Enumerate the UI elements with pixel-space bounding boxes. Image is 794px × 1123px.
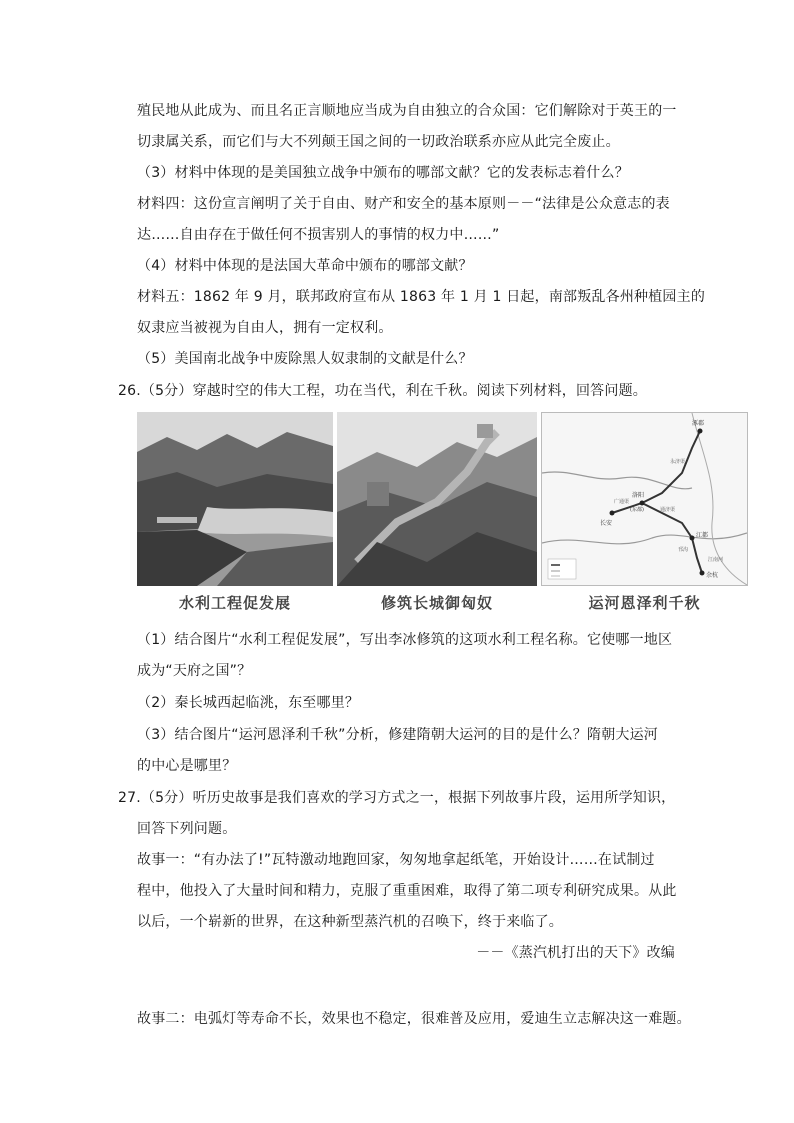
question-4: （4）材料中体现的是法国大革命中颁布的哪部文献？ xyxy=(137,258,473,274)
question-27: 27.（5分）听历史故事是我们喜欢的学习方式之一，根据下列故事片段，运用所学知识， xyxy=(118,790,676,806)
material-5: 材料五：1862 年 9 月，联邦政府宣布从 1863 年 1 月 1 日起，南部叛乱各州种植园主的 xyxy=(137,289,706,305)
text-line: 以后，一个崭新的世界，在这种新型蒸汽机的召唤下，终于来临了。 xyxy=(137,914,563,930)
question-26-3: （3）结合图片“运河恩泽利千秋”分析，修建隋朝大运河的目的是什么？隋朝大运河 xyxy=(137,727,659,743)
map-label: 永济渠 xyxy=(670,459,686,465)
text-line: 的中心是哪里？ xyxy=(137,758,237,774)
source-citation: －－《蒸汽机打出的天下》改编 xyxy=(476,945,675,961)
question-26: 26.（5分）穿越时空的伟大工程，功在当代，利在千秋。阅读下列材料，回答问题。 xyxy=(118,383,647,399)
map-label: 邗沟 xyxy=(678,547,689,553)
material-4: 材料四：这份宣言阐明了关于自由、财产和安全的基本原则－－“法律是公众意志的表 xyxy=(137,196,670,212)
story-1: 故事一：“有办法了!”瓦特激动地跑回家，匆匆地拿起纸笔，开始设计……在试制过 xyxy=(137,852,655,868)
text-line: 达……自由存在于做任何不损害别人的事情的权力中……” xyxy=(137,227,500,243)
story-2: 故事二：电弧灯等寿命不长，效果也不稳定，很难普及应用，爱迪生立志解决这一难题。 xyxy=(137,1011,691,1027)
caption-water-project: 水利工程促发展 xyxy=(178,594,291,612)
map-label: 江南河 xyxy=(708,557,724,563)
map-label: 长安 xyxy=(600,520,613,527)
caption-grand-canal: 运河恩泽利千秋 xyxy=(588,594,701,612)
great-wall-photo xyxy=(337,412,537,586)
caption-great-wall: 修筑长城御匈奴 xyxy=(380,594,493,612)
map-label: 洛阳 xyxy=(632,492,645,499)
dujiangyan-photo xyxy=(137,412,333,586)
map-label: 广通渠 xyxy=(614,499,630,505)
text-line: 回答下列问题。 xyxy=(137,821,237,837)
text-line: 殖民地从此成为、而且名正言顺地应当成为自由独立的合众国：它们解除对于英王的一 xyxy=(137,103,677,119)
map-label: 余杭 xyxy=(706,572,719,579)
text-line: 成为“天府之国”？ xyxy=(137,663,252,679)
text-line: 程中，他投入了大量时间和精力，克服了重重困难，取得了第二项专利研究成果。从此 xyxy=(137,883,677,899)
question-26-1: （1）结合图片“水利工程促发展”，写出李冰修筑的这项水利工程名称。它使哪一地区 xyxy=(137,632,673,648)
map-label: 涿郡 xyxy=(692,420,705,427)
map-label: 江都 xyxy=(696,532,709,539)
figure-three-images xyxy=(137,412,748,618)
grand-canal-map xyxy=(541,412,748,586)
question-5: （5）美国南北战争中废除黑人奴隶制的文献是什么？ xyxy=(137,351,473,367)
map-label: 通济渠 xyxy=(660,507,676,513)
question-3: （3）材料中体现的是美国独立战争中颁布的哪部文献？它的发表标志着什么？ xyxy=(137,165,629,181)
text-line: 切隶属关系，而它们与大不列颠王国之间的一切政治联系亦应从此完全废止。 xyxy=(137,134,620,150)
text-line: 奴隶应当被视为自由人，拥有一定权利。 xyxy=(137,320,393,336)
map-label: (东都) xyxy=(630,507,644,513)
question-26-2: （2）秦长城西起临洮，东至哪里？ xyxy=(137,695,360,711)
